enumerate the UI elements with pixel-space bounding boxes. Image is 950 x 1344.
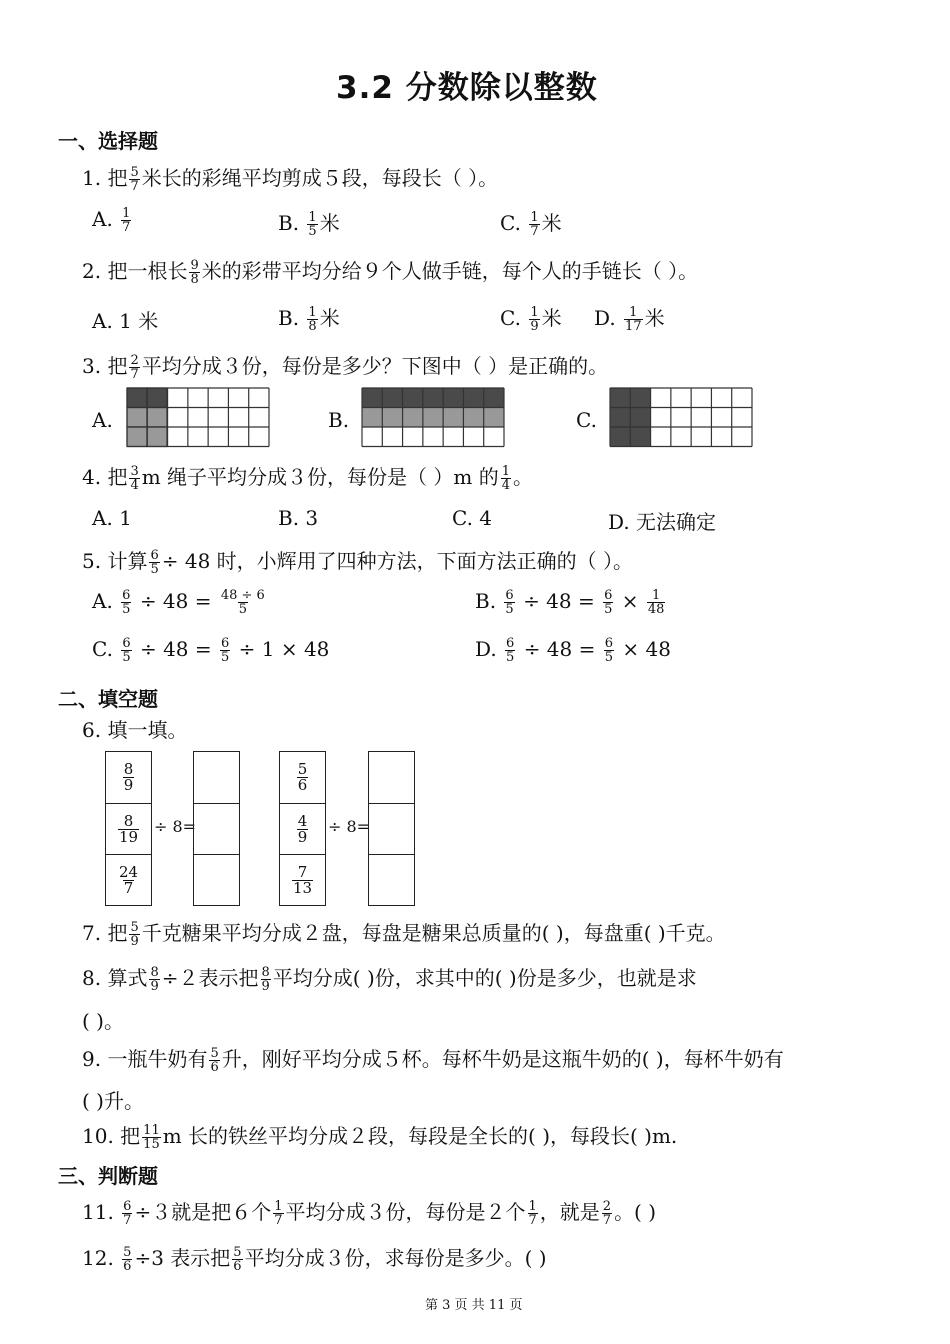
question-12: 12. $\frac{5}{6}$ ÷3 表示把 $\frac{5}{6}$ 平均分成３份，求每份是多少。( ) <box>82 1245 547 1274</box>
section-heading-choice: 一、选择题 <box>58 129 158 153</box>
page-title: 3.2 分数除以整数 <box>336 70 598 106</box>
option-a[interactable]: A. $\frac{6}{5}$ ÷ 48 = $\frac{48 \div 6}{5}$ <box>92 588 265 617</box>
question-text: 把 <box>107 166 128 190</box>
fraction: $\frac{6}{7}$ <box>123 1199 132 1228</box>
grid-diagram-b[interactable] <box>361 387 506 448</box>
option-c-label[interactable]: C. <box>576 408 597 432</box>
question-5: 5. 计算 $\frac{6}{5}$ ÷ 48 时，小辉用了四种方法，下面方法正确的（ ）。 <box>82 548 634 577</box>
division-operator: ÷ 8= <box>154 817 197 836</box>
fraction: $\frac{5}{7}$ <box>130 165 139 194</box>
answer-box[interactable] <box>369 804 414 855</box>
option-c[interactable]: C. $\frac{6}{5}$ ÷ 48 = $\frac{6}{5}$ ÷ 1 × 48 <box>92 636 330 665</box>
answer-box[interactable] <box>194 752 239 804</box>
option-d[interactable]: D. $\frac{1}{17}$ 米 <box>594 305 665 334</box>
question-2: 2. 把一根长 $\frac{9}{8}$ 米的彩带平均分给９个人做手链，每个人的手链长（ ）。 <box>82 258 699 287</box>
grid-diagram-a[interactable] <box>126 387 271 448</box>
fraction-column-right <box>279 751 326 906</box>
fraction: $\frac{3}{4}$ <box>130 464 139 493</box>
fraction: $\frac{2}{7}$ <box>130 353 139 382</box>
fraction: $\frac{5}{6}$ <box>233 1245 242 1274</box>
fraction: $\frac{6}{5}$ <box>505 588 514 617</box>
question-8-continued: ( )。 <box>82 1009 124 1033</box>
fraction-cell: $\frac{8}{9}$ <box>106 752 151 804</box>
option-b[interactable]: B. $\frac{1}{5}$ 米 <box>278 210 340 239</box>
question-11: 11. $\frac{6}{7}$ ÷３就是把６个 $\frac{1}{7}$ 平均分成３份，每份是２个 $\frac{1}{7}$ ，就是 $\frac{2}{7}$ 。( ) <box>82 1199 657 1228</box>
fraction: $\frac{48 \div 6}{5}$ <box>220 588 265 617</box>
option-a[interactable]: A. 1 <box>92 506 132 530</box>
fraction: $\frac{6}{5}$ <box>122 636 131 665</box>
fraction: $\frac{1}{7}$ <box>530 210 539 239</box>
option-d[interactable]: D. 无法确定 <box>608 510 717 534</box>
division-operator: ÷ 8= <box>328 817 371 836</box>
question-4: 4. 把 $\frac{3}{4}$ m 绳子平均分成３份，每份是（ ）m 的 $\frac{1}{4}$ 。 <box>82 464 534 493</box>
fraction-cell: $\frac{24}{7}$ <box>118 862 139 897</box>
option-c[interactable]: C. 4 <box>452 506 493 530</box>
fraction-column-left <box>105 751 152 906</box>
fraction: $\frac{8}{9}$ <box>150 965 159 994</box>
section-heading-judge: 三、判断题 <box>58 1164 158 1188</box>
fraction: $\frac{6}{5}$ <box>604 588 613 617</box>
fraction: $\frac{1}{7}$ <box>528 1199 537 1228</box>
answer-box[interactable] <box>194 804 239 855</box>
question-9: 9. 一瓶牛奶有 $\frac{5}{6}$ 升，刚好平均分成５杯。每杯牛奶是这瓶牛奶的( )，每杯牛奶有 <box>82 1046 784 1075</box>
section-heading-fill: 二、填空题 <box>58 687 158 711</box>
option-a-label[interactable]: A. <box>92 408 113 432</box>
grid-diagram-c[interactable] <box>609 387 754 448</box>
fraction: $\frac{6}{5}$ <box>122 588 131 617</box>
question-10: 10. 把 $\frac{11}{15}$ m 长的铁丝平均分成２段，每段是全长的( )，每段长( )m. <box>82 1123 678 1152</box>
answer-column-right <box>368 751 415 906</box>
fraction: $\frac{1}{7}$ <box>122 206 131 235</box>
fraction-cell: $\frac{8}{19}$ <box>106 804 151 855</box>
fraction: $\frac{5}{6}$ <box>210 1046 219 1075</box>
fraction: $\frac{6}{5}$ <box>604 636 614 665</box>
question-9-continued: ( )升。 <box>82 1089 144 1113</box>
question-text: 米长的彩绳平均剪成５段，每段长（ ）。 <box>141 166 499 190</box>
question-1 <box>82 162 498 193</box>
fraction: $\frac{6}{5}$ <box>150 548 159 577</box>
question-8: 8. 算式 $\frac{8}{9}$ ÷２表示把 $\frac{8}{9}$ 平均分成( )份，求其中的( )份是多少，也就是求 <box>82 965 697 994</box>
fraction: $\frac{1}{8}$ <box>308 305 317 334</box>
fraction: $\frac{1}{48}$ <box>647 588 665 617</box>
page-footer: 第 3 页 共 11 页 <box>425 1298 523 1313</box>
fraction: $\frac{5}{6}$ <box>123 1245 132 1274</box>
fraction: $\frac{5}{9}$ <box>130 920 139 949</box>
option-b[interactable]: B. 3 <box>278 506 319 530</box>
answer-box[interactable] <box>194 855 239 905</box>
question-number: 1. <box>82 166 102 190</box>
fraction-cell: $\frac{4}{9}$ <box>280 804 325 855</box>
option-b[interactable]: B. $\frac{1}{8}$ 米 <box>278 305 340 334</box>
fraction: $\frac{6}{5}$ <box>221 636 230 665</box>
fraction: $\frac{1}{17}$ <box>625 305 642 334</box>
fraction: $\frac{1}{9}$ <box>530 305 539 334</box>
fraction: $\frac{2}{7}$ <box>602 1199 612 1228</box>
option-c[interactable]: C. $\frac{1}{7}$ 米 <box>500 210 562 239</box>
question-7: 7. 把 $\frac{5}{9}$ 千克糖果平均分成２盘，每盘是糖果总质量的( )，每盘重( )千克。 <box>82 920 726 949</box>
option-a[interactable]: A. 1 米 <box>92 309 159 333</box>
fraction: $\frac{1}{7}$ <box>274 1199 283 1228</box>
fraction: $\frac{9}{8}$ <box>190 258 199 287</box>
option-c[interactable]: C. $\frac{1}{9}$ 米 <box>500 305 562 334</box>
fraction-cell: $\frac{5}{6}$ <box>280 752 325 804</box>
fraction: $\frac{8}{9}$ <box>261 965 270 994</box>
answer-box[interactable] <box>369 855 414 905</box>
option-a[interactable]: A. $\frac{1}{7}$ <box>92 206 131 235</box>
question-6: 6. 填一填。 <box>82 718 188 742</box>
answer-box[interactable] <box>369 752 414 804</box>
option-b[interactable]: B. $\frac{6}{5}$ ÷ 48 = $\frac{6}{5}$ × $\frac{1}{48}$ <box>475 588 665 617</box>
question-3: 3. 把 $\frac{2}{7}$ 平均分成３份，每份是多少？下图中（ ）是正确的。 <box>82 353 609 382</box>
fraction: $\frac{1}{5}$ <box>308 210 317 239</box>
fraction: $\frac{6}{5}$ <box>506 636 515 665</box>
option-b-label[interactable]: B. <box>328 408 350 432</box>
option-d[interactable]: D. $\frac{6}{5}$ ÷ 48 = $\frac{6}{5}$ × 48 <box>475 636 671 665</box>
answer-column-left <box>193 751 240 906</box>
fraction: $\frac{1}{4}$ <box>501 464 511 493</box>
fraction: $\frac{11}{15}$ <box>143 1123 160 1152</box>
fraction-cell: $\frac{7}{13}$ <box>292 862 313 897</box>
